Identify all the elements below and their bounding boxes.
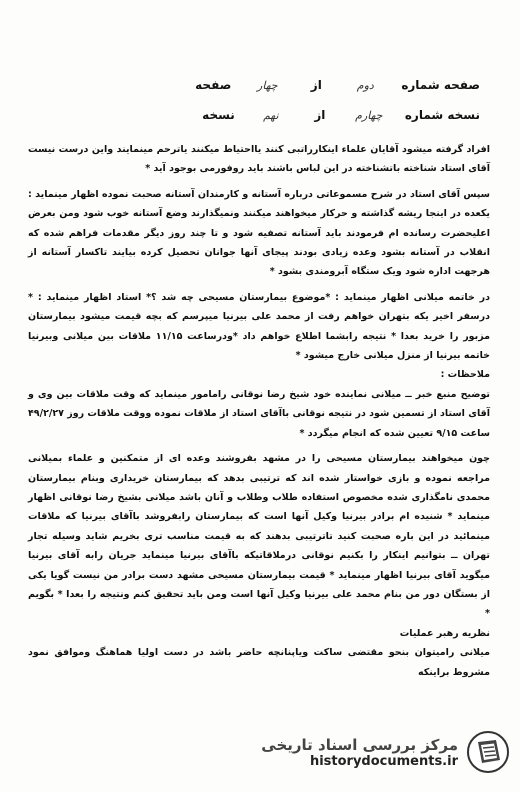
copy-number-label: نسخه شماره <box>404 108 480 122</box>
paragraph-hospital-sale: چون میخواهند بیمارستان مسیحی را در مشهد بفروشند وعده ای از متمکنین و علماء بمیلانی مراجعه نموده و بازی خواستار شده اند که ترتیبی بدهد که بیمارستان خریداری وبنام بیمارستان محمدی نامگذاری شده مخصوص استفاده طلاب وطلاب و آنان باشد میلانی بشیخ رضا نوقانی اظهار مینماید * شنیده ام برادر بیرنیا وکیل آنها است که بیمارستان رابفروشد باآقای بیرنیا که ملاقات مینمائید در این باره صحبت کنید تاترتیبی بدهند که به قیمت مناسب تری بخریم شاید وسیله تجار تهران ــ بتوانیم اینکار را بکنیم نوقانی درملاقاتیکه باآقای بیرنیا مینماید جریان رابه آقای بیرنیا میگوید آقای بیرنیا اظهار مینماید * قیمت بیمارستان مسیحی مشهد دست برادر من نیست گویا یکی از بستگان دور من بنام محمد علی بیرنیا وکیل آنها است ومن باید تحقیق کنم ونتیجه را بعدا * بگویم * <box>28 453 490 620</box>
heading-operations-opinion: نظریه رهبر عملیات <box>399 627 490 639</box>
copy-number-value: چهارم <box>355 108 383 122</box>
heading-remarks: ملاحظات : <box>440 369 490 381</box>
page-number-label: صفحه شماره <box>401 78 480 92</box>
watermark-site-name: مرکز بررسی اسناد تاریخی <box>261 735 458 754</box>
page-total-value: چهار <box>257 78 278 92</box>
copy-total-value: نهم <box>263 108 279 122</box>
page-number-value: دوم <box>356 78 374 92</box>
page-suffix-label: صفحه <box>195 78 232 92</box>
watermark-stamp <box>260 722 510 782</box>
paragraph-conclusion: در خاتمه میلانی اظهار مینماید : *موضوع بیمارستان مسیحی چه شد ؟* استاد اظهار مینماید : * درسفر اخیر یکه بتهران خواهم رفت از محمد علی بیرنیا میپرسم که بچه قیمت میشود بیمارستان مزبور را خرید بعدا * نتیجه رابشما اطلاع خواهم داد *ودرساعت ۱۱/۱۵ ملاقات بین میلانی وبیرنیا خاتمه بیرنیا از منزل میلانی خارج میشود * <box>28 291 490 362</box>
watermark-url: historydocuments.ir <box>309 753 458 769</box>
paragraph-final: میلانی رامیتوان بنحو مقتضی ساکت ویاپنانچه حاضر باشد در دست اولیا هماهنگ وموافق نمود مشروط براینکه <box>28 647 490 678</box>
copy-suffix-label: نسخه <box>202 108 235 122</box>
document-header <box>150 70 480 130</box>
page-number-row <box>150 70 480 100</box>
page-of-label: از <box>310 78 322 92</box>
paragraph-shrine-remarks: سپس آقای استاد در شرح مسموعاتی درباره آستانه و کارمندان آستانه صحبت نموده اظهار مینماید : یکعده در اینجا ریشه گذاشته و حرکار میخواهند میکنند ونمیگذارند وضع آستانه خوب شود ومن بعرض اعلیحضرت رسانده ام فرمودند باید آستانه تصفیه شود و تا چند روز دیگر مقدمات فراهم شده که انقلاب در آستانه بشود وعده زیادی بودند پیجای آنها جوانان تحصیل کرده بیایند تاکسار آستانه از هرجهت اداره شود ویک ستگاه آبرومندی بشود * <box>28 188 490 278</box>
copy-number-row <box>150 100 480 130</box>
paragraph-intro: افراد گرفته میشود آقایان علماء اینکارراتبی کنند یااحتیاط میکنند یاترحم مینمایند واین درست نیست آقای استاد شناخته باتشناخته در این لباس باشند باید روفورمی بوجود آید * <box>28 144 490 175</box>
watermark-text <box>261 736 458 769</box>
copy-of-label: از <box>314 108 326 122</box>
paragraph-source-explanation: توضیح منبع خبر ــ میلانی نماینده خود شیخ رضا نوقانی رامامور مینماید که وقت ملاقات بین وی و آقای استاد از تسمین شود در نتیجه نوقانی باآقای استاد از ملاقات نموده ووقت ملاقات روز ۴۹/۲/۲۷ ساعت ۹/۱۵ تعیین شده که انجام میگردد * <box>28 388 490 439</box>
archive-logo-icon <box>466 730 510 774</box>
document-body <box>28 140 490 682</box>
